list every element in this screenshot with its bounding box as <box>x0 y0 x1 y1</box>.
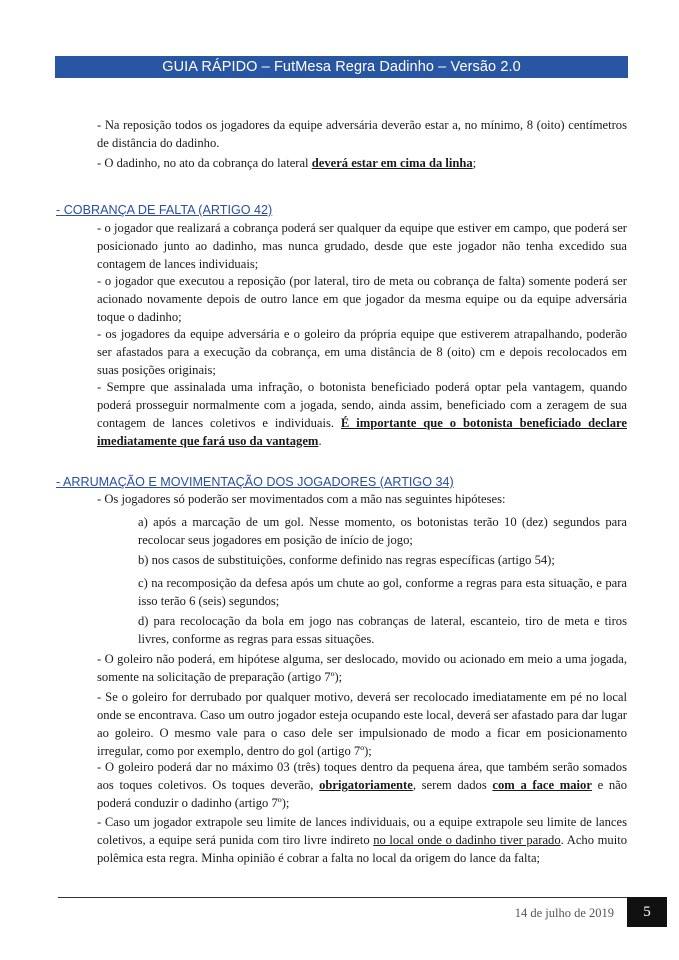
emphasis-text: com a face maior <box>492 778 592 792</box>
underlined-text: no local onde o dadinho tiver parado <box>373 833 561 847</box>
section2-paragraph-4: - O goleiro poderá dar no máximo 03 (três) toques dentro da pequena área, que também serão somados aos toques coletivos. Os toques deverão, obrigatoriamente, serem dados com a face maior e não poderá conduzir o dadinho (artigo 7º); <box>97 760 628 810</box>
document-header-title: GUIA RÁPIDO – FutMesa Regra Dadinho – Versão 2.0 <box>55 56 628 78</box>
intro-paragraph-1: - Na reposição todos os jogadores da equipe adversária deverão estar a, no mínimo, 8 (oito) centímetros de distância do dadinho. <box>97 118 627 150</box>
intro-paragraph-2: - O dadinho, no ato da cobrança do lateral deverá estar em cima da linha; <box>97 156 477 170</box>
list-item-b: b) nos casos de substituições, conforme definido nas regras específicas (artigo 54); <box>138 553 555 567</box>
section2-paragraph-1: - Os jogadores só poderão ser movimentados com a mão nas seguintes hipóteses: <box>97 492 506 506</box>
list-item-a: a) após a marcação de um gol. Nesse momento, os botonistas terão 10 (dez) segundos para recolocar seus jogadores em posição de início de jogo; <box>138 515 627 547</box>
section-title-arrumacao: - ARRUMAÇÃO E MOVIMENTAÇÃO DOS JOGADORES (ARTIGO 34) <box>56 475 454 489</box>
page-number: 5 <box>627 897 667 927</box>
section2-paragraph-5: - Caso um jogador extrapole seu limite de lances individuais, ou a equipe extrapole seu limite de lances coletivos, a equipe será punida com tiro livre indireto no local onde o dadinho tiver parado. Acho muito polêmica esta regra. Minha opinião é cobrar a falta no local da origem do lance da falta; <box>97 815 627 865</box>
section1-paragraph-1: - o jogador que realizará a cobrança poderá ser qualquer da equipe que estiver em campo, que poderá ser posicionado junto ao dadinho, mas nunca grudado, desde que este jogador não tenha excedido sua contagem de lances individuais; <box>97 221 627 271</box>
footer-date: 14 de julho de 2019 <box>514 906 614 920</box>
emphasis-text: deverá estar em cima da linha <box>311 156 473 170</box>
section2-paragraph-2: - O goleiro não poderá, em hipótese alguma, ser deslocado, movido ou acionado em meio a uma jogada, somente na solicitação de preparação (artigo 7º); <box>97 652 627 684</box>
section1-paragraph-3: - os jogadores da equipe adversária e o goleiro da própria equipe que estiverem atrapalhando, poderão ser afastados para a execução da cobrança, em uma distância de 8 (oito) cm e depois recolocados em suas posições originais; <box>97 327 627 377</box>
footer-divider <box>58 897 628 898</box>
section1-paragraph-4: - Sempre que assinalada uma infração, o botonista beneficiado poderá optar pela vantagem, quando poderá prosseguir normalmente com a jogada, sendo, ainda assim, beneficiado com a zeragem de sua contagem de lances coletivos e individuais. É importante que o botonista beneficiado declare imediatamente que fará uso da vantagem. <box>97 380 627 448</box>
section2-paragraph-3: - Se o goleiro for derrubado por qualquer motivo, deverá ser recolocado imediatamente em pé no local onde se encontrava. Caso um outro jogador esteja ocupando este local, deverá ser afastado para dar lugar ao goleiro. O mesmo vale para o caso dele ser impulsionado de modo a ficar em posicionamento irregular, como por exemplo, dentro do gol (artigo 7º); <box>97 690 627 758</box>
list-item-c: c) na recomposição da defesa após um chute ao gol, conforme a regras para esta situação, e para isso terão 6 (seis) segundos; <box>138 576 627 608</box>
list-item-d: d) para recolocação da bola em jogo nas cobranças de lateral, escanteio, tiro de meta e tiros livres, conforme as regras para essas situações. <box>138 614 627 646</box>
emphasis-text: obrigatoriamente <box>319 778 413 792</box>
section-title-cobranca-falta: - COBRANÇA DE FALTA (ARTIGO 42) <box>56 203 273 217</box>
emphasis-text: É importante que o botonista beneficiado declare imediatamente que fará uso da vantagem <box>97 416 627 448</box>
section1-paragraph-2: - o jogador que executou a reposição (por lateral, tiro de meta ou cobrança de falta) somente poderá ser acionado novamente depois de outro lance em que jogador da mesma equipe ou da equipe adversária toque o dadinho; <box>97 274 627 324</box>
